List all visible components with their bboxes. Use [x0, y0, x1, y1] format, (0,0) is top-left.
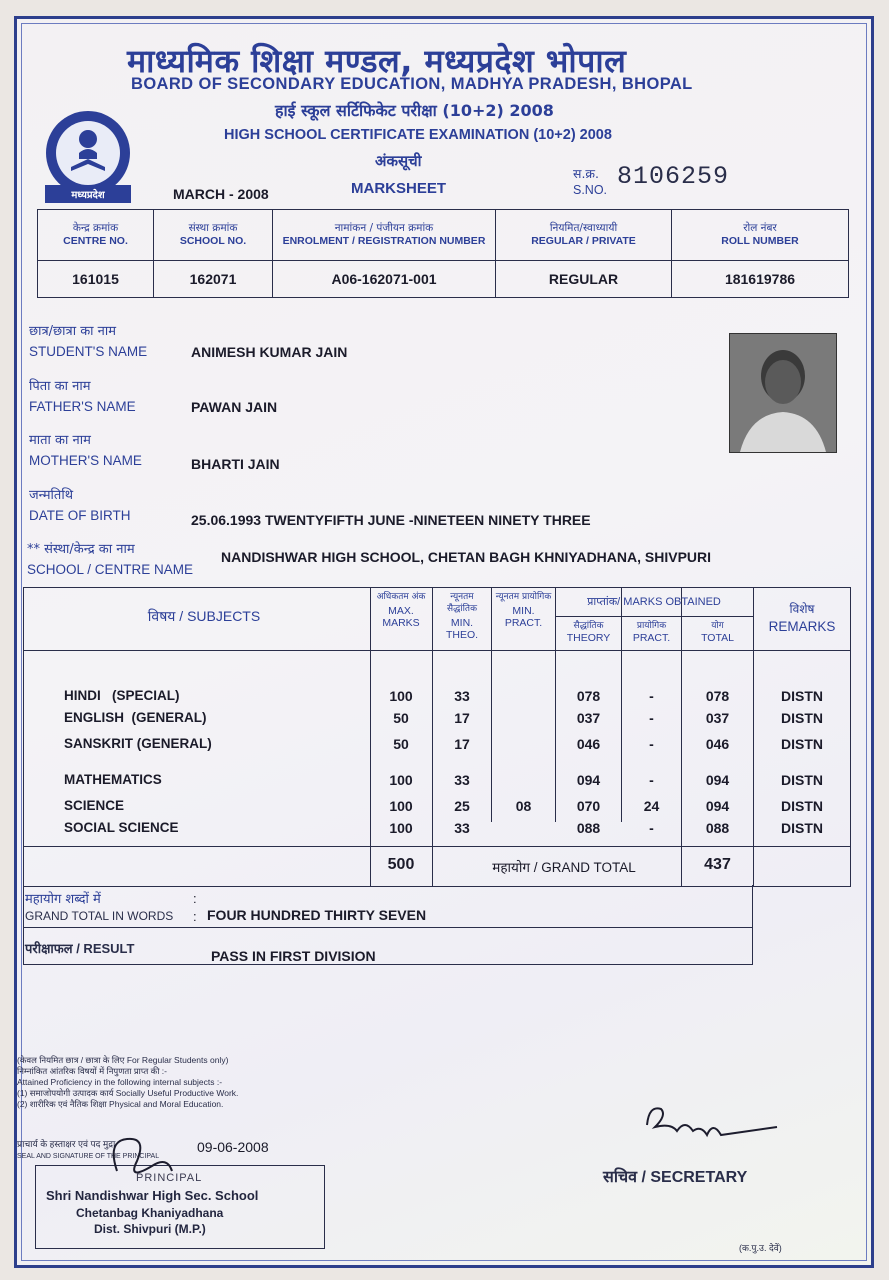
cell-min-theo: 17	[454, 736, 470, 752]
cell-min-pract: 08	[515, 798, 532, 814]
marksheet-label-english: MARKSHEET	[351, 180, 447, 197]
centre-no-value: 161015	[38, 261, 154, 298]
cell-min-theo: 17	[454, 710, 470, 726]
registration-table	[37, 209, 849, 298]
secretary-signature	[637, 1095, 787, 1155]
cell-min-theo: 25	[454, 798, 470, 814]
subject-name: SOCIAL SCIENCE	[64, 820, 179, 835]
max-header-en: MAX. MARKS	[382, 605, 420, 629]
subject-name: SCIENCE	[64, 798, 125, 813]
bottom-code: (क.पु.उ. देवें)	[739, 1243, 782, 1253]
father-name-value: PAWAN JAIN	[191, 399, 278, 415]
cell-remarks: DISTN	[781, 798, 823, 814]
cell-total: 037	[705, 710, 730, 726]
dob-label-hi: जन्मतिथि	[29, 488, 74, 503]
mother-name-label-hi: माता का नाम	[29, 433, 91, 448]
enrolment-header-hi: नामांकन / पंजीयन क्रमांक	[334, 222, 434, 234]
board-title-hindi: माध्यमिक शिक्षा मण्डल, मध्यप्रदेश भोपाल	[127, 42, 627, 80]
remarks-header-en: REMARKS	[768, 619, 836, 634]
board-title-english: BOARD OF SECONDARY EDUCATION, MADHYA PRADESH, BHOPAL	[131, 75, 693, 93]
result-label: परीक्षाफल / RESULT	[25, 941, 135, 956]
grand-total-label: महायोग / GRAND TOTAL	[492, 860, 636, 875]
serial-number-label	[573, 165, 607, 199]
student-name-label-hi: छात्र/छात्रा का नाम	[29, 324, 117, 339]
cell-remarks: DISTN	[781, 688, 823, 704]
total-header-hi: योग	[711, 621, 724, 631]
cell-theory: 094	[576, 772, 601, 788]
theory-header-en: THEORY	[566, 632, 611, 644]
grand-max: 500	[387, 856, 415, 873]
subjects-header: विषय / SUBJECTS	[147, 608, 261, 624]
issue-date: 09-06-2008	[197, 1139, 269, 1155]
dob-value: 25.06.1993 TWENTYFIFTH JUNE -NINETEEN NINETY THREE	[191, 512, 591, 528]
marks-table	[23, 587, 851, 887]
student-name-label-en: STUDENT'S NAME	[29, 344, 148, 359]
dob-label-en: DATE OF BIRTH	[29, 508, 131, 523]
student-photo	[729, 333, 837, 453]
cell-theory: 046	[576, 736, 601, 752]
footnotes	[17, 1055, 337, 1110]
remarks-header	[755, 600, 849, 636]
footnote-line-4: (1) समाजोपयोगी उत्पादक कार्य Socially Useful Productive Work.	[17, 1088, 239, 1098]
father-name-label-en: FATHER'S NAME	[29, 399, 136, 414]
cell-total: 094	[705, 798, 730, 814]
enrolment-header	[273, 210, 496, 261]
cell-min-theo: 33	[454, 772, 470, 788]
regular-private-value: REGULAR	[496, 261, 672, 298]
min-theo-header-hi: न्यूनतम सैद्धांतिक	[447, 592, 477, 614]
words-label-hi: महायोग शब्दों में	[25, 892, 101, 907]
cell-remarks: DISTN	[781, 736, 823, 752]
principal-signature	[97, 1131, 187, 1191]
stamp-line-4: Dist. Shivpuri (M.P.)	[94, 1222, 206, 1236]
min-theo-header-en: MIN. THEO.	[445, 617, 479, 641]
roll-number-value: 181619786	[672, 261, 849, 298]
serial-number-value: 8106259	[617, 162, 730, 191]
marks-obtained-header: प्राप्तांक/ MARKS OBTAINED	[587, 596, 721, 608]
school-value: NANDISHWAR HIGH SCHOOL, CHETAN BAGH KHNIYADHANA, SHIVPURI	[221, 549, 712, 565]
total-header	[683, 620, 752, 644]
father-name-label-hi: पिता का नाम	[29, 379, 91, 394]
cell-pract: -	[649, 688, 654, 704]
school-no-header	[154, 210, 273, 261]
centre-no-header	[38, 210, 154, 261]
grand-total-value: 437	[704, 856, 731, 873]
footnote-line-2: निम्नांकित आंतरिक विषयों में निपुणता प्राप्त की :-	[17, 1066, 167, 1076]
words-colon-1: :	[193, 891, 197, 906]
cell-pract: -	[649, 820, 654, 836]
school-no-header-hi: संस्था क्रमांक	[188, 222, 238, 234]
theory-header	[557, 620, 620, 644]
cell-max: 100	[389, 820, 413, 836]
subject-name: SANSKRIT (GENERAL)	[64, 736, 212, 751]
theory-header-hi: सैद्धांतिक	[573, 621, 604, 631]
secretary-label: सचिव / SECRETARY	[603, 1169, 748, 1186]
result-value: PASS IN FIRST DIVISION	[211, 948, 376, 964]
stamp-line-1: PRINCIPAL	[136, 1172, 203, 1184]
school-label-en: SCHOOL / CENTRE NAME	[27, 562, 194, 577]
roll-number-header-hi: रोल नंबर	[743, 222, 777, 234]
centre-no-header-hi: केन्द्र क्रमांक	[72, 222, 119, 234]
max-header-hi: अधिकतम अंक	[376, 592, 426, 602]
cell-total: 088	[705, 820, 730, 836]
pract-header	[623, 620, 680, 644]
roll-number-header-en: ROLL NUMBER	[721, 235, 799, 247]
cell-max: 50	[393, 736, 409, 752]
subject-name: MATHEMATICS	[64, 772, 162, 787]
cell-remarks: DISTN	[781, 772, 823, 788]
session-date: MARCH - 2008	[173, 186, 269, 202]
marksheet-label-hindi: अंकसूची	[375, 152, 422, 170]
stamp-line-3: Chetanbag Khaniyadhana	[76, 1206, 224, 1220]
min-pract-header-en: MIN. PRACT.	[504, 605, 543, 629]
cell-pract: 24	[643, 798, 660, 814]
cell-pract: -	[649, 736, 654, 752]
principal-label-hi: प्राचार्य के हस्ताक्षर एवं पद मुद्रा	[17, 1139, 116, 1149]
sno-label-english: S.NO.	[573, 183, 608, 197]
regular-private-header	[496, 210, 672, 261]
mother-name-value: BHARTI JAIN	[191, 456, 280, 472]
footnote-line-1: (केवल नियमित छात्र / छात्रा के लिए For Regular Students only)	[17, 1055, 229, 1065]
words-colon-2: :	[193, 909, 197, 924]
words-label-en: GRAND TOTAL IN WORDS	[25, 909, 174, 923]
min-theo-header	[434, 591, 490, 641]
enrolment-header-en: ENROLMENT / REGISTRATION NUMBER	[282, 235, 486, 247]
mother-name-label-en: MOTHER'S NAME	[29, 453, 142, 468]
stamp-line-2: Shri Nandishwar High Sec. School	[46, 1188, 259, 1203]
footnote-line-5: (2) शारीरिक एवं नैतिक शिक्षा Physical and Moral Education.	[17, 1099, 224, 1109]
cell-theory: 070	[576, 798, 601, 814]
min-pract-header-hi: न्यूनतम प्रायोगिक	[495, 592, 552, 602]
school-no-header-en: SCHOOL NO.	[179, 235, 247, 247]
cell-theory: 037	[576, 710, 601, 726]
cell-max: 100	[389, 688, 413, 704]
total-header-en: TOTAL	[701, 632, 734, 644]
words-value: FOUR HUNDRED THIRTY SEVEN	[207, 907, 427, 923]
logo-text: मध्यप्रदेश	[71, 190, 105, 201]
footnote-line-3: Attained Proficiency in the following internal subjects :-	[17, 1077, 223, 1087]
cell-max: 50	[393, 710, 409, 726]
centre-no-header-en: CENTRE NO.	[63, 235, 128, 247]
pract-header-en: PRACT.	[632, 632, 671, 644]
remarks-header-hi: विशेष	[789, 602, 815, 616]
cell-theory: 088	[576, 820, 601, 836]
school-no-value: 162071	[154, 261, 273, 298]
sno-label-hindi: स.क्र.	[573, 166, 599, 181]
cell-max: 100	[389, 772, 413, 788]
school-label-hi: ** संस्था/केन्द्र का नाम	[27, 542, 135, 557]
cell-pract: -	[649, 772, 654, 788]
cell-min-theo: 33	[454, 688, 470, 704]
cell-remarks: DISTN	[781, 710, 823, 726]
marksheet-document	[14, 16, 874, 1268]
cell-remarks: DISTN	[781, 820, 823, 836]
cell-total: 094	[705, 772, 730, 788]
cell-theory: 078	[576, 688, 601, 704]
roll-number-header	[672, 210, 849, 261]
min-pract-header	[493, 591, 554, 629]
board-logo	[41, 109, 135, 209]
cell-total: 046	[705, 736, 730, 752]
regular-private-header-hi: नियमित/स्वाध्यायी	[549, 222, 618, 234]
pract-header-hi: प्रायोगिक	[636, 621, 667, 631]
max-header	[372, 591, 430, 629]
enrolment-value: A06-162071-001	[273, 261, 496, 298]
student-name-value: ANIMESH KUMAR JAIN	[191, 344, 348, 360]
principal-label-en: SEAL AND SIGNATURE OF THE PRINCIPAL	[17, 1153, 160, 1160]
exam-title-hindi: हाई स्कूल सर्टिफिकेट परीक्षा (10+2) 2008	[275, 101, 554, 120]
cell-max: 100	[389, 798, 413, 814]
cell-pract: -	[649, 710, 654, 726]
cell-min-theo: 33	[454, 820, 470, 836]
exam-title-english: HIGH SCHOOL CERTIFICATE EXAMINATION (10+2) 2008	[224, 127, 612, 143]
regular-private-header-en: REGULAR / PRIVATE	[531, 235, 636, 247]
subject-name: ENGLISH (GENERAL)	[64, 710, 207, 725]
cell-total: 078	[705, 688, 730, 704]
subject-name: HINDI (SPECIAL)	[64, 688, 180, 703]
